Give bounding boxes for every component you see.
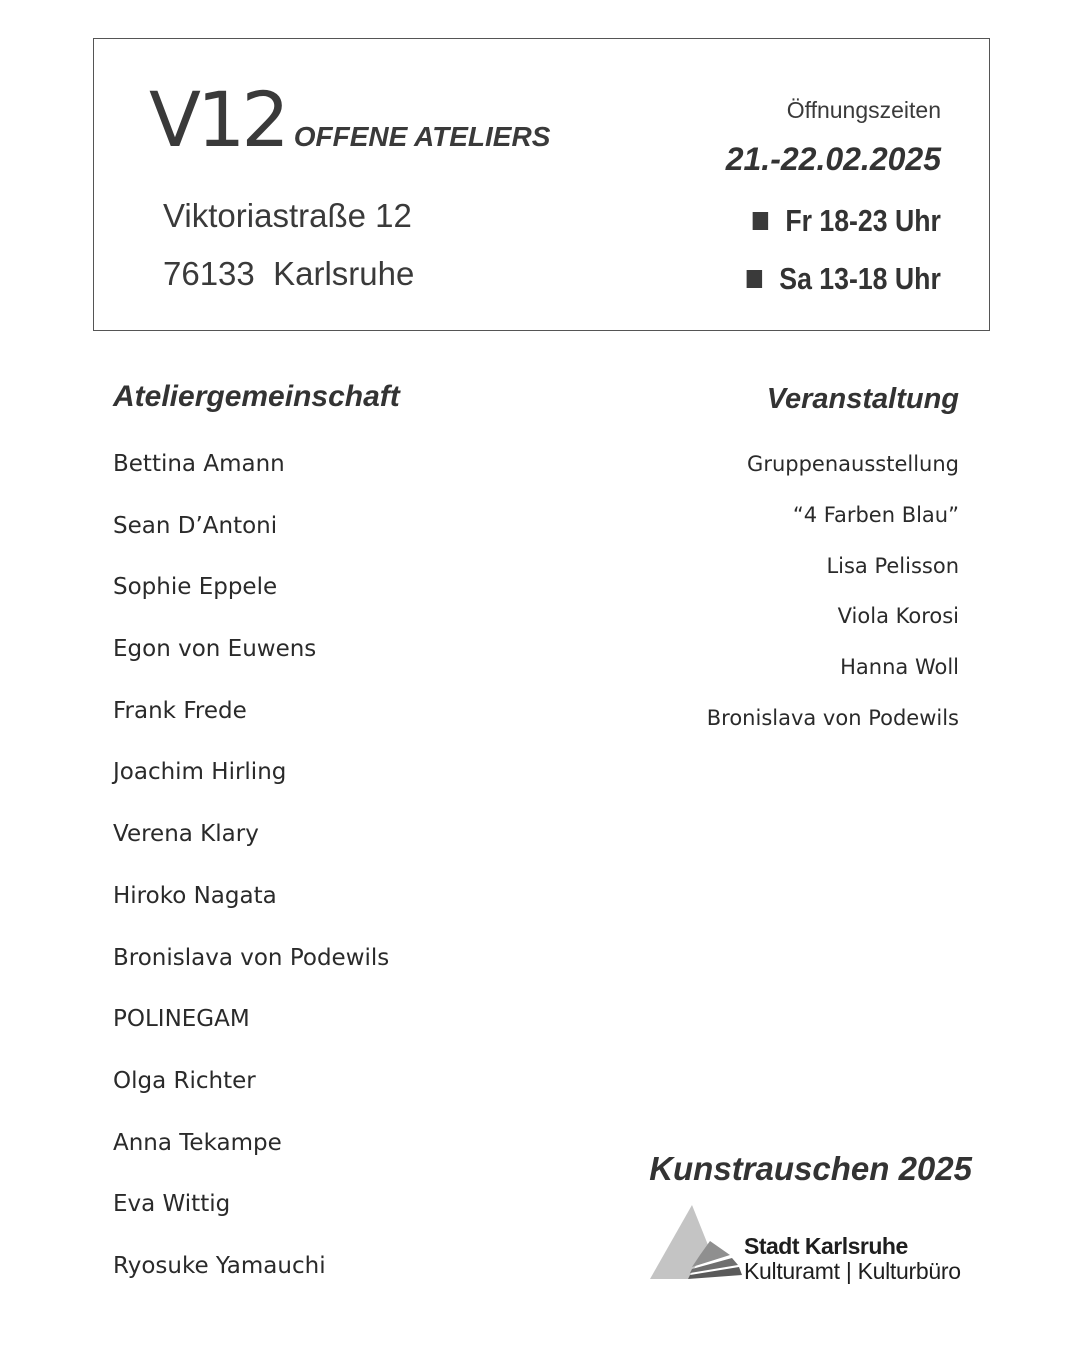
list-item: Ryosuke Yamauchi [113,1252,326,1279]
list-item: Hanna Woll [840,655,959,680]
list-item: Joachim Hirling [113,759,287,786]
footer-title: Kunstrauschen 2025 [649,1150,972,1187]
stadt-karlsruhe-logo-icon [648,1203,744,1283]
event-title: Veranstaltung [766,383,959,415]
square-bullet-icon [753,212,768,230]
hours-saturday-text: Sa 13-18 Uhr [779,261,941,296]
member-list [113,446,389,1310]
brand-subtitle: OFFENE ATELIERS [293,121,551,152]
list-item: Frank Frede [113,697,247,724]
address-city: 76133 Karlsruhe [163,255,415,292]
brand [149,75,550,164]
address-street: Viktoriastraße 12 [163,197,412,234]
list-item: Egon von Euwens [113,636,317,663]
list-item: Olga Richter [113,1067,256,1094]
list-item: Viola Korosi [837,604,959,629]
hours-title: Öffnungszeiten [786,97,941,123]
hours-friday-text: Fr 18-23 Uhr [785,203,941,238]
list-item: Lisa Pelisson [826,553,959,578]
event-list [707,448,959,753]
list-item: Eva Wittig [113,1191,231,1218]
brand-main: V12 [149,75,286,164]
hours-saturday [747,261,941,297]
list-item: Verena Klary [113,821,259,848]
logo-line-2: Kulturamt | Kulturbüro [744,1258,961,1284]
hours-date: 21.-22.02.2025 [725,141,941,177]
hours-friday [753,203,941,239]
community-title: Ateliergemeinschaft [113,380,400,413]
list-item: Gruppenausstellung [747,452,959,476]
list-item: Bronislava von Podewils [706,705,959,730]
list-item: Bronislava von Podewils [113,944,390,971]
stadt-karlsruhe-logo [648,1203,978,1283]
list-item: Bettina Amann [113,451,285,477]
list-item: Hiroko Nagata [113,882,277,909]
list-item: “4 Farben Blau” [792,502,959,527]
logo-line-1: Stadt Karlsruhe [744,1233,908,1259]
list-item: POLINEGAM [113,1006,250,1033]
list-item: Anna Tekampe [113,1129,282,1156]
list-item: Sophie Eppele [113,574,278,601]
list-item: Sean D’Antoni [113,512,278,539]
header-box [93,38,990,331]
square-bullet-icon [747,270,762,288]
